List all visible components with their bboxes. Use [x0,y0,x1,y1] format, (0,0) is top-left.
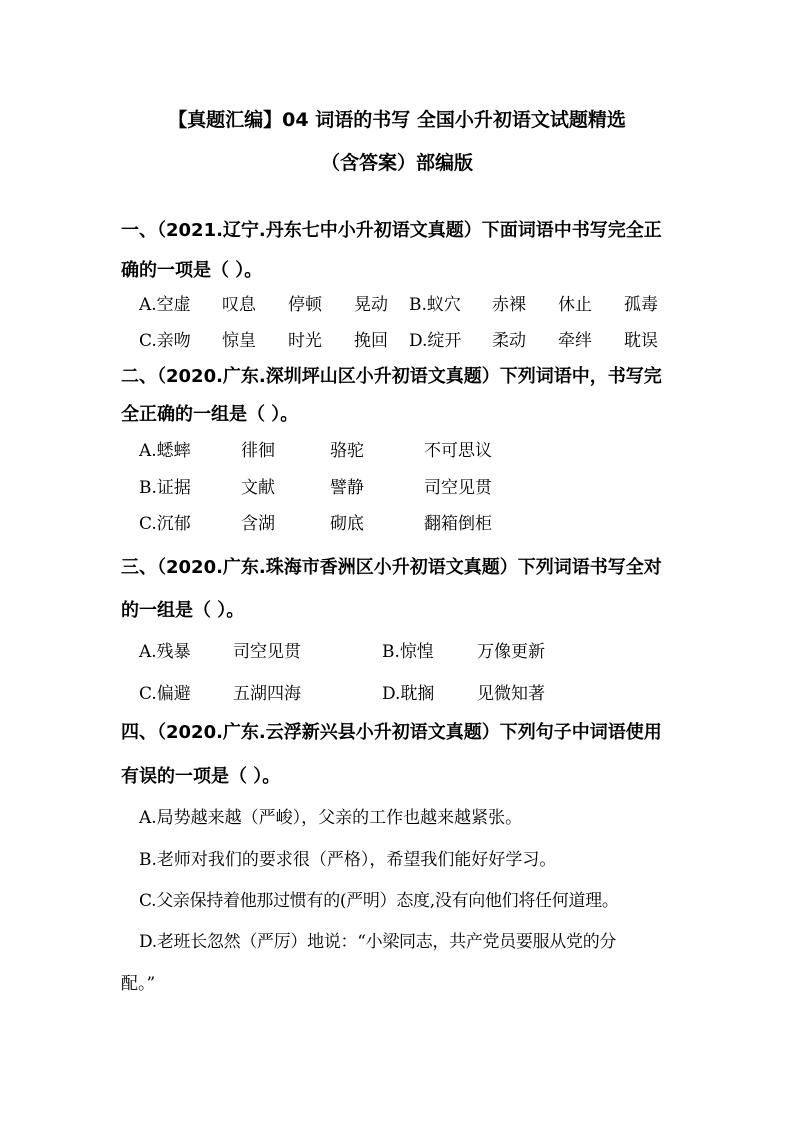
option-word: 孤毒 [624,295,658,315]
title-line-2: （含答案）部编版 [320,152,473,174]
option-word: B.蚁穴 [409,295,461,315]
option-word: A.蟋蟀 [139,441,191,461]
option-word: D.绽开 [409,331,462,351]
option-word: 譬静 [330,478,364,498]
option-word: 叹息 [222,295,256,315]
question-1-stem-line-1: 一、（2021.辽宁.丹东七中小升初语文真题）下面词语中书写完全正 [121,220,662,241]
question-3-stem-line-1: 三、（2020.广东.珠海市香洲区小升初语文真题）下列词语书写全对 [121,557,662,578]
option-word: 停顿 [288,295,322,315]
option-word: 挽回 [354,331,388,351]
option-word: 柔动 [492,331,526,351]
question-4-option-a: A.局势越来越（严峻），父亲的工作也越来越紧张。 [139,808,523,828]
question-1-stem-line-2: 确的一项是（ ）。 [121,260,263,281]
option-word: 司空见贯 [424,478,492,498]
option-word: 骆驼 [330,441,364,461]
option-word: 晃动 [354,295,388,315]
option-word: C.沉郁 [139,514,191,534]
option-word: B.证据 [139,478,191,498]
option-word: D.耽搁 [382,684,435,704]
question-3-stem-line-2: 的一组是（ ）。 [121,600,245,621]
option-word: 不可思议 [424,441,492,461]
option-word: A.空虚 [139,295,191,315]
option-word: C.亲吻 [139,331,191,351]
option-word: 砌底 [330,514,364,534]
option-word: 时光 [288,331,322,351]
question-4-option-d-line-1: D.老班长忽然（严厉）地说：“小梁同志，共产党员要服从党的分 [139,932,617,952]
option-word: C.偏避 [139,684,191,704]
option-word: 牵绊 [558,331,592,351]
option-word: 徘徊 [241,441,275,461]
question-4-stem-line-1: 四、（2020.广东.云浮新兴县小升初语文真题）下列句子中词语使用 [121,722,662,743]
title-line-1: 【真题汇编】04 词语的书写 全国小升初语文试题精选 [168,109,626,131]
question-4-stem-line-2: 有误的一项是（ ）。 [121,766,281,787]
question-4-option-c: C.父亲保持着他那过惯有的(严明）态度,没有向他们将任何道理。 [139,891,619,911]
question-2-stem-line-1: 二、（2020.广东.深圳坪山区小升初语文真题）下列词语中，书写完 [121,366,662,387]
question-4-option-d-line-2: 配。” [121,974,156,994]
option-word: B.惊惶 [382,642,434,662]
option-word: 五湖四海 [233,684,301,704]
option-word: A.残暴 [139,642,191,662]
option-word: 万像更新 [477,642,545,662]
question-2-stem-line-2: 全正确的一组是（ ）。 [121,404,299,425]
question-4-option-b: B.老师对我们的要求很（严格），希望我们能好好学习。 [139,850,557,870]
option-word: 含湖 [241,514,275,534]
option-word: 文献 [241,478,275,498]
option-word: 惊皇 [222,331,256,351]
option-word: 休止 [558,295,592,315]
option-word: 耽误 [624,331,658,351]
option-word: 翻箱倒柜 [424,514,492,534]
option-word: 赤裸 [492,295,526,315]
option-word: 司空见贯 [233,642,301,662]
option-word: 见微知著 [477,684,545,704]
